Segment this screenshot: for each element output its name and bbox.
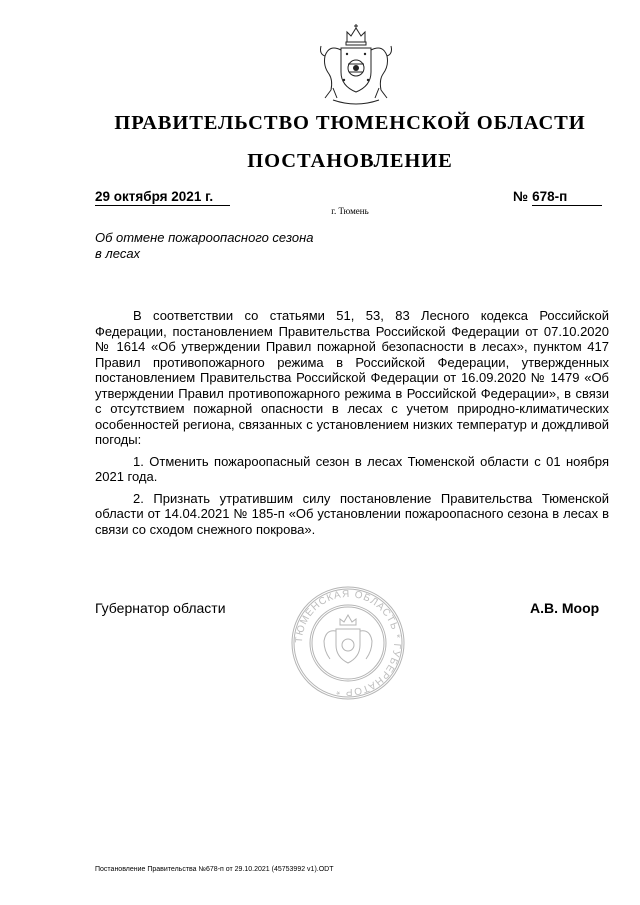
signer-name: А.В. Моор <box>530 600 600 616</box>
document-subject: Об отмене пожароопасного сезона в лесах <box>95 230 314 261</box>
item-2-paragraph: 2. Признать утратившим силу постановление Правительства Тюменской области от 14.04.2021 № 185-п «Об установлении пожароопасного сезона в лесах в связи со сходом снежного покрова». <box>95 490 609 537</box>
number-value: 678-п <box>532 188 602 206</box>
seal-text: ТЮМЕНСКАЯ ОБЛАСТЬ * ГУБЕРНАТОР * <box>293 588 403 698</box>
document-footer: Постановление Правительства №678-п от 29.10.2021 (45753992 v1).ODT <box>95 866 334 873</box>
government-title: ПРАВИТЕЛЬСТВО ТЮМЕНСКОЙ ОБЛАСТИ <box>114 112 586 134</box>
tyumen-coat-of-arms-icon <box>311 20 401 108</box>
official-seal-icon <box>290 585 406 701</box>
document-type: ПОСТАНОВЛЕНИЕ <box>247 150 453 172</box>
document-number <box>513 188 605 206</box>
item-1-paragraph: 1. Отменить пожароопасный сезон в лесах Тюменской области с 01 ноября 2021 года. <box>95 453 609 484</box>
preamble-paragraph: В соответствии со статьями 51, 53, 83 Лесного кодекса Российской Федерации, постановлением Правительства Российской Федерации от 07.10.2020 № 1614 «Об утверждении Правил пожарной безопасности в лесах», пунктом 417 Правил противопожарного режима в Российской Федерации, утвержденных постановлением Правительства Российской Федерации от 16.09.2020 № 1479 «Об утверждении Правил противопожарного режима в Российской Федерации», в связи с отсутствием пожарной опасности в лесах с учетом природно-климатических особенностей региона, связанных с установлением низких температур и дождливой погоды: <box>95 308 609 447</box>
document-body <box>95 308 609 543</box>
number-sign: № <box>513 189 529 204</box>
document-date: 29 октября 2021 г. <box>95 188 230 206</box>
signer-role: Губернатор области <box>95 600 226 616</box>
city: г. Тюмень <box>331 206 369 216</box>
